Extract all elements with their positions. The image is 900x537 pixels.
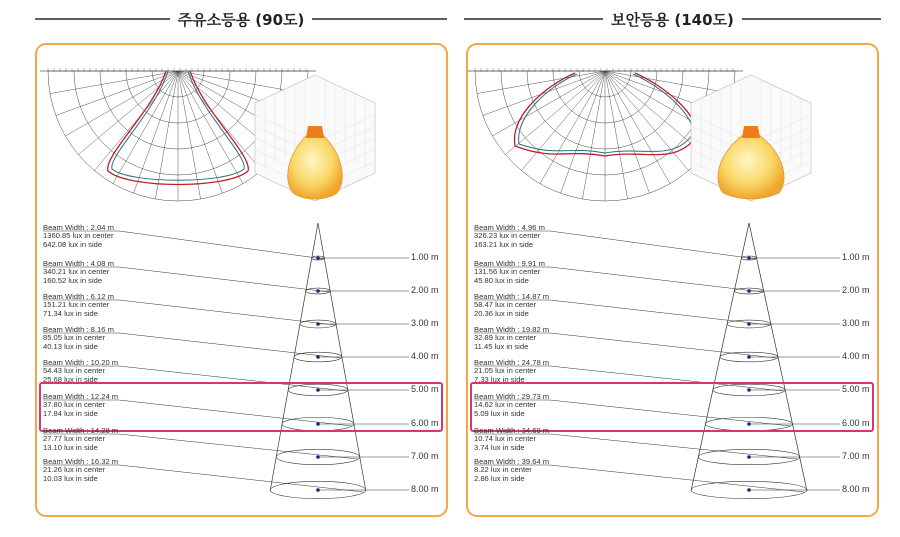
distance-label: 7.00 m xyxy=(411,451,439,461)
beam-width-text: Beam Width : 6.12 m xyxy=(43,292,114,301)
beam-width-text: Beam Width : 16.32 m xyxy=(43,457,119,466)
beam-center-text: 37.80 lux in center xyxy=(43,400,106,410)
beam-center-text: 21.05 lux in center xyxy=(474,366,537,376)
distance-label: 4.00 m xyxy=(411,351,439,361)
title-rule xyxy=(312,18,447,20)
beam-side-text: 25.68 lux in side xyxy=(43,374,98,384)
beam-side-text: 5.09 lux in side xyxy=(474,408,525,418)
intensity-curve-c90 xyxy=(519,74,693,153)
beam-width-text: Beam Width : 4.08 m xyxy=(43,259,114,268)
beam-info-label xyxy=(43,326,114,351)
beam-side-text: 160.52 lux in side xyxy=(43,275,103,285)
label-leader xyxy=(550,267,763,292)
title-text: 보안등용 (140도) xyxy=(611,10,734,29)
title-rule xyxy=(742,18,881,20)
title-rule xyxy=(464,18,603,20)
title-rule xyxy=(35,18,170,20)
beam-center-text: 21.26 lux in center xyxy=(43,465,106,475)
beam-width-text: Beam Width : 8.16 m xyxy=(43,325,114,334)
panel-security-light xyxy=(466,43,879,517)
label-leader xyxy=(119,231,324,259)
distance-label: 3.00 m xyxy=(411,318,439,328)
label-leader xyxy=(550,300,770,325)
distance-label: 8.00 m xyxy=(842,484,870,494)
distance-label: 1.00 m xyxy=(411,252,439,262)
beam-width-text: Beam Width : 29.73 m xyxy=(474,392,550,401)
beam-width-text: Beam Width : 9.91 m xyxy=(474,259,545,268)
beam-info-label xyxy=(43,458,118,483)
beam-info-label xyxy=(43,393,118,418)
distance-label: 6.00 m xyxy=(411,418,439,428)
beam-side-text: 20.36 lux in side xyxy=(474,308,529,318)
beam-width-text: Beam Width : 14.87 m xyxy=(474,292,550,301)
polar-radial xyxy=(94,71,178,171)
distance-label: 6.00 m xyxy=(842,418,870,428)
beam-center-text: 10.74 lux in center xyxy=(474,434,537,444)
distance-label: 5.00 m xyxy=(411,384,439,394)
beam-center-text: 1360.85 lux in center xyxy=(43,231,114,241)
beam-side-text: 13.10 lux in side xyxy=(43,442,98,452)
beam-info-label xyxy=(474,393,549,418)
label-leader xyxy=(119,465,363,492)
beam-center-text: 58.47 lux in center xyxy=(474,300,537,310)
title-text: 주유소등용 (90도) xyxy=(177,10,305,29)
distance-label: 7.00 m xyxy=(842,451,870,461)
distance-label: 8.00 m xyxy=(411,484,439,494)
distance-label: 4.00 m xyxy=(842,351,870,361)
section-title-right xyxy=(464,8,881,30)
label-leader xyxy=(550,434,797,459)
beam-center-text: 151.21 lux in center xyxy=(43,300,110,310)
distance-label: 1.00 m xyxy=(842,252,870,262)
distance-label: 2.00 m xyxy=(842,285,870,295)
beam-side-text: 3.74 lux in side xyxy=(474,442,525,452)
lamp-top xyxy=(742,126,760,138)
beam-side-text: 45.80 lux in side xyxy=(474,275,529,285)
beam-center-text: 131.56 lux in center xyxy=(474,267,541,277)
beam-info-label xyxy=(43,224,114,249)
distance-label: 2.00 m xyxy=(411,285,439,295)
beam-info-label xyxy=(474,427,549,452)
polar-radial xyxy=(521,71,605,171)
beam-side-text: 10.03 lux in side xyxy=(43,473,98,483)
polar-radial xyxy=(178,71,262,171)
beam-side-text: 17.84 lux in side xyxy=(43,408,98,418)
label-leader xyxy=(550,333,777,358)
label-leader xyxy=(119,267,330,292)
beam-center-text: 8.22 lux in center xyxy=(474,465,532,475)
beam-center-text: 54.43 lux in center xyxy=(43,366,106,376)
beam-width-text: Beam Width : 14.28 m xyxy=(43,426,119,435)
beam-side-text: 642.08 lux in side xyxy=(43,239,103,249)
beam-center-text: 27.77 lux in center xyxy=(43,434,106,444)
beam-side-text: 40.13 lux in side xyxy=(43,341,98,351)
beam-side-text: 71.34 lux in side xyxy=(43,308,98,318)
beam-side-text: 2.86 lux in side xyxy=(474,473,525,483)
beam-info-label xyxy=(43,260,114,285)
beam-info-label xyxy=(43,359,118,384)
beam-width-text: Beam Width : 12.24 m xyxy=(43,392,119,401)
beam-side-text: 163.21 lux in side xyxy=(474,239,534,249)
beam-center-text: 14.62 lux in center xyxy=(474,400,537,410)
beam-info-label xyxy=(474,293,549,318)
beam-side-text: 11.45 lux in side xyxy=(474,341,529,351)
beam-width-text: Beam Width : 10.20 m xyxy=(43,358,119,367)
label-leader xyxy=(550,465,804,492)
3d-distribution-render xyxy=(691,75,811,201)
lamp-top xyxy=(306,126,324,138)
beam-info-label xyxy=(474,260,545,285)
beam-center-text: 340.21 lux in center xyxy=(43,267,110,277)
label-leader xyxy=(119,333,341,358)
panel-gas-station-light xyxy=(35,43,448,517)
beam-width-text: Beam Width : 34.69 m xyxy=(474,426,550,435)
distance-label: 3.00 m xyxy=(842,318,870,328)
beam-side-text: 7.33 lux in side xyxy=(474,374,525,384)
beam-width-text: Beam Width : 2.04 m xyxy=(43,223,114,232)
beam-center-text: 326.23 lux in center xyxy=(474,231,541,241)
distance-label: 5.00 m xyxy=(842,384,870,394)
3d-distribution-render xyxy=(255,75,375,201)
label-leader xyxy=(550,231,756,259)
beam-center-text: 32.89 lux in center xyxy=(474,333,537,343)
beam-info-label xyxy=(474,359,549,384)
beam-center-text: 85.05 lux in center xyxy=(43,333,106,343)
beam-info-label xyxy=(474,326,549,351)
beam-info-label xyxy=(474,224,545,249)
beam-info-label xyxy=(43,293,114,318)
beam-width-text: Beam Width : 24.78 m xyxy=(474,358,550,367)
label-leader xyxy=(119,434,358,459)
section-title-left xyxy=(35,8,447,30)
beam-info-label xyxy=(43,427,118,452)
label-leader xyxy=(119,300,335,325)
beam-width-text: Beam Width : 4.96 m xyxy=(474,223,545,232)
polar-radial xyxy=(605,71,689,171)
beam-info-label xyxy=(474,458,549,483)
beam-width-text: Beam Width : 39.64 m xyxy=(474,457,550,466)
beam-width-text: Beam Width : 19.82 m xyxy=(474,325,550,334)
